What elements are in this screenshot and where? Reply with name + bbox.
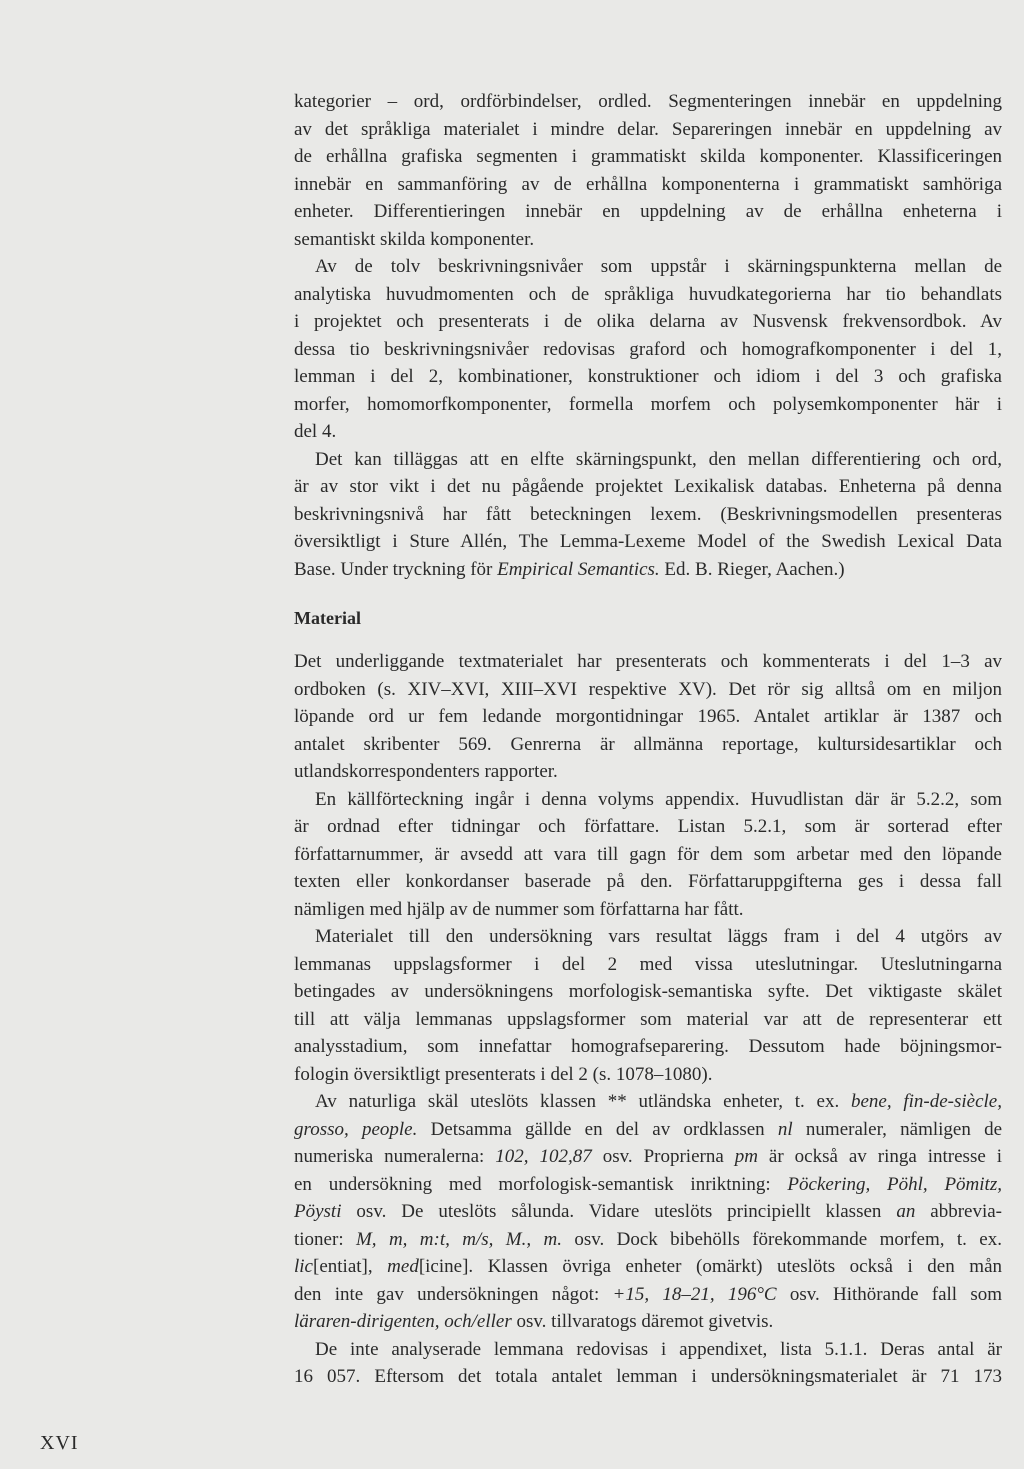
text-fragment: den inte gav undersökningen något: [294,1283,613,1305]
text-line: De inte analyserade lemmana redovisas i appendixet, lista 5.1.1. Deras antal är [315,1338,1002,1360]
text-line: Det kan tilläggas att en elfte skärningspunkt, den mellan differentiering och ord, [315,448,1002,470]
text-line: fologin översiktligt presenterats i del 2 (s. 1078–1080). [294,1063,713,1085]
text-line: i projektet och presenterats i de olika delarna av Nusvensk frekvensordbok. Av [294,311,1002,332]
text-line: Av de tolv beskrivningsnivåer som uppstår i skärningspunkterna mellan de [315,256,1002,277]
text-line [294,1253,1002,1281]
paragraph-unanalysed-lemmas [294,1336,1002,1391]
paragraph-source-list [294,786,1002,924]
text-fragment: numeraler, nämligen de [792,1118,1003,1140]
italic-example: +15, 18–21, 196°C [612,1283,777,1305]
text-fragment: osv. tillvaratogs däremot givetvis. [511,1311,774,1332]
text-line: 16 057. Eftersom det totala antalet lemman i undersökningsmaterialet är 71 173 [294,1366,1002,1387]
text-line: Det underliggande textmaterialet har presenterats och kommenterats i del 1–3 av [294,651,1002,672]
text-line: de erhållna grafiska segmenten i grammatiskt skilda komponenter. Klassificeringen [294,146,1002,167]
text-line: utlandskorrespondenters rapporter. [294,761,558,782]
italic-example: 102, 102,87 [495,1146,592,1167]
text-line: löpande ord ur fem ledande morgontidningar 1965. Antalet artiklar är 1387 och [294,706,1002,727]
text-line: kategorier – ord, ordförbindelser, ordled. Segmenteringen innebär en uppdelning [294,91,1002,112]
text-line: är av stor vikt i det nu pågående projektet Lexikalisk databas. Enheterna på denna [294,476,1002,497]
text-line: morfer, homomorfkomponenter, formella morfem och polysemkomponenter här i [294,393,1002,415]
italic-example: Pöckering, Pöhl, Pömitz, [787,1173,1002,1195]
text-fragment: är också av ringa intresse i [757,1146,1003,1167]
text-fragment: osv. Dock bibehölls förekommande morfem, t. ex. [561,1228,1002,1250]
text-line: nämligen med hjälp av de nummer som författarna har fått. [294,898,744,920]
text-line: ordboken (s. XIV–XVI, XIII–XVI respektive XV). Det rör sig alltså om en miljon [294,678,1002,700]
italic-code: nl [777,1118,793,1140]
text-fragment: [entiat], [313,1256,388,1277]
italic-example: Pöysti [294,1201,342,1222]
text-line [294,1281,1002,1309]
text-fragment: Detsamma gällde en del av ordklassen [417,1118,778,1140]
text-line: del 4. [294,421,337,442]
italic-example: M, m, m:t, m/s, M., m. [355,1228,562,1250]
paragraph-eleventh-intersection [294,446,1002,584]
text-line [294,1198,1002,1226]
text-line [294,1116,1002,1144]
page-number: XVI [40,1432,79,1454]
text-line: lemman i del 2, kombinationer, konstruktioner och idiom i del 3 och grafiska [294,366,1002,387]
text-fragment: osv. Proprierna [591,1146,735,1167]
italic-code: an [896,1201,916,1222]
text-line [294,556,1002,584]
italic-example: läraren-dirigenten, och/eller [294,1311,512,1332]
italic-title: Empirical Semantics. [497,558,660,580]
text-fragment: osv. De uteslöts sålunda. Vidare uteslöts principiellt klassen [341,1201,897,1222]
body-text [294,88,1002,1391]
paragraph-text-material [294,648,1002,786]
text-fragment: osv. Hithörande fall som [776,1283,1003,1305]
text-line: antalet skribenter 569. Genrerna är allmänna reportage, kultursidesartiklar och [294,733,1002,755]
text-line: lemmanas uppslagsformer i del 2 med vissa uteslutningar. Uteslutningarna [294,953,1002,975]
text-line: beskrivningsnivå har fått beteckningen lexem. (Beskrivningsmodellen presenteras [294,503,1002,525]
text-line: av det språkliga materialet i mindre delar. Separeringen innebär en uppdelning av [294,118,1002,140]
text-line [294,1171,1002,1199]
text-line: översiktligt i Sture Allén, The Lemma-Lexeme Model of the Swedish Lexical Data [294,531,1002,552]
text-line: är ordnad efter tidningar och författare. Listan 5.2.1, som är sorterad efter [294,816,1002,837]
paragraph-description-levels [294,253,1002,446]
italic-example: lic [294,1256,313,1277]
text-line: En källförteckning ingår i denna volyms appendix. Huvudlistan där är 5.2.2, som [315,788,1002,810]
italic-example: bene, fin-de-siècle, [850,1091,1002,1112]
text-fragment: Ed. B. Rieger, Aachen.) [659,558,845,580]
section-heading: Material [294,608,361,628]
text-line: till att välja lemmanas uppslagsformer som material var att de representerar ett [294,1008,1002,1030]
text-line: texten eller konkordanser baserade på den. Författaruppgifterna ges i dessa fall [294,871,1002,892]
paragraph-exclusions [294,1088,1002,1336]
paragraph-investigation-material [294,923,1002,1088]
text-line: analytiska huvudmomenten och de språkliga huvudkategorierna har tio behandlats [294,283,1002,305]
paragraph-categories [294,88,1002,253]
text-fragment: abbrevia- [915,1201,1003,1222]
italic-code: pm [734,1146,758,1167]
text-fragment: numeriska numeralerna: [294,1146,496,1167]
text-line: dessa tio beskrivningsnivåer redovisas graford och homografkomponenter i del 1, [294,338,1002,360]
text-fragment: en undersökning med morfologisk-semantisk inriktning: [294,1173,788,1195]
text-fragment: tioner: [294,1228,356,1250]
text-line [294,1143,1002,1171]
italic-example: grosso, people. [294,1118,418,1140]
text-line: Materialet till den undersökning vars resultat läggs fram i del 4 utgörs av [315,926,1002,947]
italic-example: med [387,1256,419,1277]
text-line: författarnummer, är avsedd att vara till gagn för dem som arbetar med den löpande [294,843,1002,865]
text-fragment: [icine]. Klassen övriga enheter (omärkt) uteslöts också i den mån [418,1256,1003,1277]
text-line: analysstadium, som innefattar homografseparering. Dessutom hade böjningsmor- [294,1036,1002,1057]
text-fragment: Base. Under tryckning för [294,558,498,580]
text-line [294,1226,1002,1254]
text-line [294,1088,1002,1116]
text-fragment: Av naturliga skäl uteslöts klassen ** utländska enheter, t. ex. [315,1091,851,1112]
text-line: betingades av undersökningens morfologisk-semantiska syfte. Det viktigaste skälet [294,981,1002,1002]
text-line: enheter. Differentieringen innebär en uppdelning av de erhållna enheterna i [294,201,1002,222]
text-line [294,1308,1002,1336]
text-line: innebär en sammanföring av de erhållna komponenterna i grammatiskt samhöriga [294,173,1002,195]
text-line: semantiskt skilda komponenter. [294,228,535,250]
